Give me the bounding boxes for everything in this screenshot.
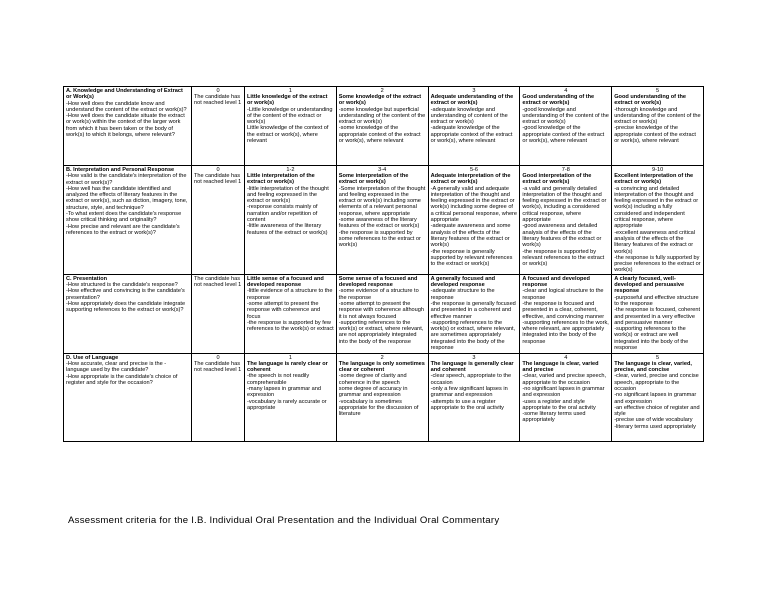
level-score: 0: [216, 167, 220, 173]
level-cell: [520, 87, 612, 166]
level-cell: [245, 274, 337, 353]
level-score: 3: [472, 88, 476, 94]
criterion-questions: -How well does the candidate know and understand the content of the extract or work(s)? -How well does the candidate situate the extract or work(s) within the context of the larger work from which it has been taken or the body of work(s) to which it belongs, where relevant?: [66, 100, 187, 139]
level-score: 1-2: [286, 167, 295, 173]
level-heading: Little interpretation of the extract or work(s): [247, 173, 315, 186]
level-heading: A generally focused and developed response: [430, 275, 496, 289]
level-cell: [428, 274, 520, 353]
level-cell: [520, 274, 612, 353]
level-score: 5: [656, 354, 660, 361]
level-descriptor: -clear speech, appropriate to the occasion -only a few significant lapses in grammar and expression -attempts to use a register appropriate to the oral activity: [430, 373, 512, 411]
level-descriptor: -some knowledge but superficial understanding of the content of the extract or work(s) -some knowledge of the appropriate context of the extract or work(s), where relevant: [338, 106, 426, 145]
level-descriptor: -clear, varied, precise and concise speech, appropriate to the occasion -no significant lapses in grammar and expression -an effective choice of register and style -precise use of wide vocabulary -literary terms used appropriately: [614, 373, 700, 430]
criterion-cell: [64, 87, 192, 166]
level-heading: Excellent interpretation of the extract or work(s): [614, 173, 694, 186]
level-cell: [612, 87, 704, 166]
level-descriptor: -thorough knowledge and understanding of the content of the extract or work(s) -precise knowledge of the appropriate context of the extract or work(s), where relevant: [614, 106, 701, 145]
level-descriptor: -purposeful and effective structure to the response -the response is focused, coherent and presented in a very effective and persuasive manner -supporting references to the work(s) or extract are well integrated into the body of the response: [614, 294, 701, 352]
criterion-row-a: [64, 87, 704, 166]
level-0-cell: [192, 87, 245, 166]
level-descriptor: -good knowledge and understanding of the content of the extract or work(s) -good knowledge of the appropriate context of the extract or work(s), where relevant: [522, 106, 609, 145]
level-0-cell: [192, 353, 245, 441]
criterion-title: D. Use of Language: [66, 354, 119, 361]
level-cell: [336, 166, 428, 275]
criterion-title: B. Interpretation and Personal Response: [66, 167, 175, 173]
level-heading: Good understanding of the extract or work(s): [614, 94, 686, 107]
level-cell: [428, 87, 520, 166]
level-score: 0: [216, 354, 220, 361]
level-cell: [428, 353, 520, 441]
level-score: 5: [656, 88, 660, 94]
level-score: 1: [288, 88, 292, 94]
level-heading: Little sense of a focused and developed response: [247, 275, 324, 289]
level-descriptor: -adequate structure to the response -the response is generally focused and presented in a coherent and effective manner -supporting references to the work(s) or extract, where relevant, are sometimes appropriately integrated into the body of the response: [430, 288, 516, 352]
level-cell: [612, 274, 704, 353]
level-cell: [336, 87, 428, 166]
level-cell: [520, 353, 612, 441]
level-cell: [336, 274, 428, 353]
level-cell: [520, 166, 612, 275]
level-0-text: The candidate has not reached level 1: [194, 360, 242, 374]
level-0-cell: [192, 274, 245, 353]
level-cell: [612, 166, 704, 275]
level-heading: The language is generally clear and coherent: [430, 360, 514, 374]
level-score: 4: [564, 354, 568, 361]
criterion-row-b: [64, 166, 704, 275]
level-heading: The language is rarely clear or coherent: [247, 360, 328, 374]
criterion-cell: [64, 353, 192, 441]
level-cell: [245, 166, 337, 275]
level-descriptor: -some degree of clarity and coherence in the speech some degree of accuracy in grammar and expression -vocabulary is sometimes appropriate for the discussion of literature: [338, 373, 419, 418]
criterion-cell: [64, 274, 192, 353]
level-descriptor: -little evidence of a structure to the response -some attempt to present the response with coherence and focus -the response is supported by few references to the work(s) or extract: [247, 288, 334, 333]
level-heading: The language is clear, varied, precise, and concise: [614, 360, 692, 374]
criterion-questions: -How accurate, clear and precise is the -language used by the candidate? -How appropriate is the candidate's choice of register and style for the occasion?: [66, 361, 178, 386]
level-score: 4: [564, 88, 568, 94]
level-descriptor: -some evidence of a structure to the response -some attempt to present the response with coherence although it is not always focused -supporting references to the work(s) or extract, where relevant, are not appropriately integrated into the body of the response: [338, 288, 425, 345]
level-descriptor: -adequate knowledge and understanding of content of the extract or work(s) -adequate knowledge of the appropriate context of the extract or work(s), where relevant: [430, 106, 513, 145]
level-score: 9-10: [651, 167, 664, 173]
level-descriptor: -Some interpretation of the thought and feeling expressed in the extract or work(s) including some elements of a relevant personal response, where appropriate -some awareness of the literary features of the extract or work(s) -the response is supported by some references to the extract or work(s): [338, 185, 426, 249]
assessment-rubric-table: [63, 86, 704, 442]
level-score: 3-4: [378, 167, 387, 173]
level-heading: Little knowledge of the extract or work(s): [247, 94, 328, 107]
level-descriptor: -A generally valid and adequate interpretation of the thought and feeling expressed in the extract or work(s) including some degree of a critical personal response, where appropriate -adequate awareness and some analysis of the effects of the literary features of the extract or work(s) -the response is generally supported by relevant references to the extract or work(s): [430, 185, 518, 268]
level-descriptor: -clear and logical structure to the response -the response is focused and presented in a clear, coherent, effective, and convincing manner -supporting references to the work, where relevant, are appropriately integrated into the body of the response: [522, 288, 609, 345]
level-score: 1: [288, 354, 292, 361]
level-0-text: The candidate has not reached level 1: [194, 94, 242, 107]
criterion-row-d: [64, 353, 704, 441]
level-heading: The language is only sometimes clear or coherent: [338, 360, 425, 374]
level-score: 7-8: [561, 167, 570, 173]
level-heading: Good understanding of the extract or work(s): [522, 94, 595, 107]
level-cell: [245, 87, 337, 166]
level-score: 2: [380, 88, 384, 94]
level-heading: The language is clear, varied and precise: [522, 360, 599, 374]
level-0-cell: [192, 166, 245, 275]
level-heading: Some interpretation of the extract or work(s): [338, 173, 409, 186]
level-score: 5-6: [469, 167, 479, 173]
criterion-row-c: [64, 274, 704, 353]
criterion-questions: -How valid is the candidate's interpretation of the extract or work(s)? -How well has the candidate identified and analyzed the effects of literary features in the extract or work(s), such as diction, imagery, tone, structure, style, and technique? -To what extent does the candidate's response show critical thinking and originality? -How precise and relevant are the candidate's references to the extract or work(s)?: [66, 173, 188, 236]
level-heading: Some sense of a focused and developed response: [338, 275, 418, 289]
level-cell: [336, 353, 428, 441]
criterion-title: C. Presentation: [66, 275, 108, 282]
level-0-text: The candidate has not reached level 1: [194, 173, 242, 186]
level-heading: Some knowledge of the extract or work(s): [338, 94, 422, 107]
level-descriptor: -little interpretation of the thought and feeling expressed in the extract or work(s) -response consists mainly of narration and/or repetition of content -little awareness of the literary features of the extract or work(s): [247, 185, 329, 236]
level-descriptor: -the speech is not readily comprehensible -many lapses in grammar and expression -vocabulary is rarely accurate or appropriate: [247, 373, 327, 411]
level-heading: A clearly focused, well-developed and persuasive response: [614, 275, 685, 295]
level-heading: Adequate interpretation of the extract or work(s): [430, 173, 511, 186]
level-score: 0: [216, 88, 220, 94]
level-score: 3: [472, 354, 476, 361]
level-score: 2: [380, 354, 384, 361]
level-heading: A focused and developed response: [522, 275, 590, 289]
level-descriptor: -a valid and generally detailed interpretation of the thought and feeling expressed in the extract or work(s), including a considered critical response, where appropriate -good awareness and detailed analysis of the effects of the literary features of the extract or work(s) -the response is supported by relevant references to the extract or work(s): [522, 185, 607, 268]
level-cell: [612, 353, 704, 441]
level-0-text: The candidate has not reached level 1: [194, 275, 242, 289]
criterion-questions: -How structured is the candidate's response? -How effective and convincing is the candidate's presentation? -How appropriately does the candidate integrate supporting references to the extract or work(s)?: [66, 282, 186, 314]
level-cell: [245, 353, 337, 441]
criterion-cell: [64, 166, 192, 275]
level-descriptor: -clear, varied and precise speech, appropriate to the occasion -no significant lapses in grammar and expression -uses a register and style appropriate to the oral activity -some literary terms used appropriately: [522, 373, 607, 424]
page-caption: Assessment criteria for the I.B. Individual Oral Presentation and the Individual Oral Commentary: [68, 515, 500, 526]
criterion-title: A. Knowledge and Understanding of Extract or Work(s): [66, 88, 183, 101]
level-descriptor: -a convincing and detailed interpretation of the thought and feeling expressed in the extract or work(s) including a fully considered and independent critical response, where appropriate -excellent awareness and critical analysis of the effects of the literary features of the extract or work(s) -the response is fully supported by precise references to the extract or work(s): [614, 185, 701, 274]
level-heading: Adequate understanding of the extract or work(s): [430, 94, 514, 107]
level-cell: [428, 166, 520, 275]
level-heading: Good interpretation of the extract or work(s): [522, 173, 592, 186]
level-descriptor: -Little knowledge or understanding of the content of the extract or work(s) Little knowledge of the context of the extract or work(s), where relevant: [247, 106, 333, 145]
